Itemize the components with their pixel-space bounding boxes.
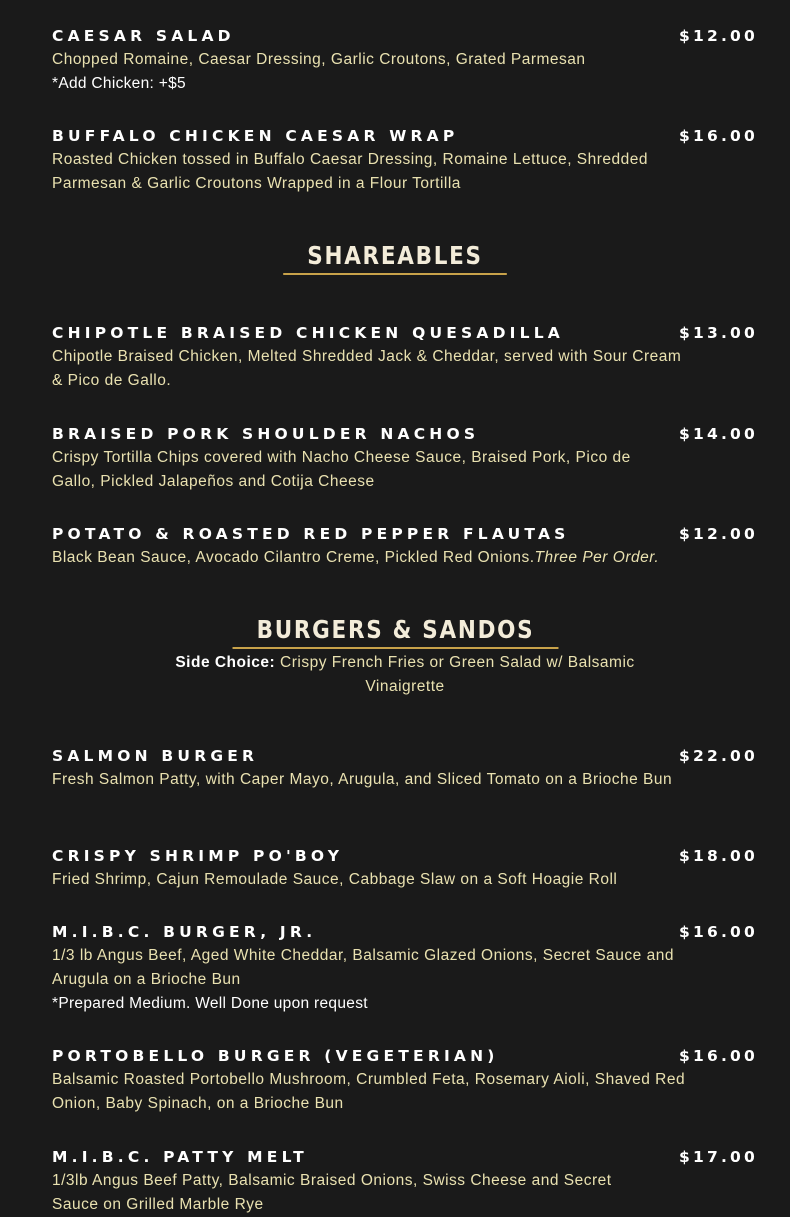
menu-item-flautas — [52, 524, 758, 570]
item-description — [52, 546, 758, 570]
menu-item-mibc-burger-jr — [52, 922, 758, 1016]
side-choice — [160, 651, 650, 699]
menu-item-caesar-salad — [52, 26, 758, 96]
side-choice-label: Side Choice: — [175, 654, 276, 671]
item-name: SALMON BURGER — [52, 747, 259, 765]
item-description: Fried Shrimp, Cajun Remoulade Sauce, Cabbage Slaw on a Soft Hoagie Roll — [52, 871, 618, 888]
item-price: $16.00 — [678, 1047, 758, 1065]
item-name: M.I.B.C. BURGER, JR. — [52, 923, 317, 941]
item-description: Balsamic Roasted Portobello Mushroom, Crumbled Feta, Rosemary Aioli, Shaved Red Onion, Baby Spinach, on a Brioche Bun — [52, 1071, 686, 1112]
item-price: $12.00 — [678, 525, 758, 543]
section-heading: BURGERS & SANDOS — [232, 615, 558, 649]
menu-item-patty-melt — [52, 1147, 758, 1217]
item-description-emphasis: Three Per Order. — [534, 549, 660, 566]
side-choice-text: Crispy French Fries or Green Salad w/ Balsamic Vinaigrette — [280, 654, 635, 695]
menu-item-salmon-burger — [52, 746, 758, 792]
item-price: $17.00 — [678, 1148, 758, 1166]
item-description: Roasted Chicken tossed in Buffalo Caesar Dressing, Romaine Lettuce, Shredded Parmesan & Garlic Croutons Wrapped in a Flour Tortilla — [52, 151, 649, 192]
section-title-burgers — [0, 615, 790, 649]
item-price: $22.00 — [678, 747, 758, 765]
item-name: CRISPY SHRIMP PO'BOY — [52, 847, 344, 865]
item-price: $16.00 — [678, 127, 758, 145]
item-description: Chopped Romaine, Caesar Dressing, Garlic Croutons, Grated Parmesan — [52, 51, 586, 68]
item-note: *Prepared Medium. Well Done upon request — [52, 995, 368, 1012]
section-title-shareables — [0, 241, 790, 275]
item-description: Fresh Salmon Patty, with Caper Mayo, Arugula, and Sliced Tomato on a Brioche Bun — [52, 771, 673, 788]
section-heading: SHAREABLES — [283, 241, 507, 275]
menu-item-shrimp-poboy — [52, 846, 758, 892]
menu-item-buffalo-chicken-caesar-wrap — [52, 126, 758, 196]
menu-item-chipotle-quesadilla — [52, 323, 758, 393]
item-price: $13.00 — [678, 324, 758, 342]
item-description: Chipotle Braised Chicken, Melted Shredded Jack & Cheddar, served with Sour Cream & Pico de Gallo. — [52, 348, 682, 389]
item-price: $14.00 — [678, 425, 758, 443]
item-name: POTATO & ROASTED RED PEPPER FLAUTAS — [52, 525, 570, 543]
item-name: BUFFALO CHICKEN CAESAR WRAP — [52, 127, 459, 145]
item-price: $18.00 — [678, 847, 758, 865]
item-name: M.I.B.C. PATTY MELT — [52, 1148, 308, 1166]
item-name: PORTOBELLO BURGER (VEGETERIAN) — [52, 1047, 499, 1065]
item-description: Crispy Tortilla Chips covered with Nacho Cheese Sauce, Braised Pork, Pico de Gallo, Pickled Jalapeños and Cotija Cheese — [52, 449, 631, 490]
item-price: $16.00 — [678, 923, 758, 941]
item-name: CAESAR SALAD — [52, 27, 235, 45]
item-name: CHIPOTLE BRAISED CHICKEN QUESADILLA — [52, 324, 564, 342]
menu-item-portobello-burger — [52, 1046, 758, 1116]
item-note: *Add Chicken: +$5 — [52, 75, 186, 92]
item-description: 1/3 lb Angus Beef, Aged White Cheddar, Balsamic Glazed Onions, Secret Sauce and Arugula on a Brioche Bun — [52, 947, 674, 988]
item-name: BRAISED PORK SHOULDER NACHOS — [52, 425, 480, 443]
menu-item-pork-nachos — [52, 424, 758, 494]
item-price: $12.00 — [678, 27, 758, 45]
item-description-text: Black Bean Sauce, Avocado Cilantro Creme, Pickled Red Onions. — [52, 549, 535, 566]
item-description: 1/3lb Angus Beef Patty, Balsamic Braised Onions, Swiss Cheese and Secret Sauce on Grilled Marble Rye — [52, 1172, 612, 1213]
